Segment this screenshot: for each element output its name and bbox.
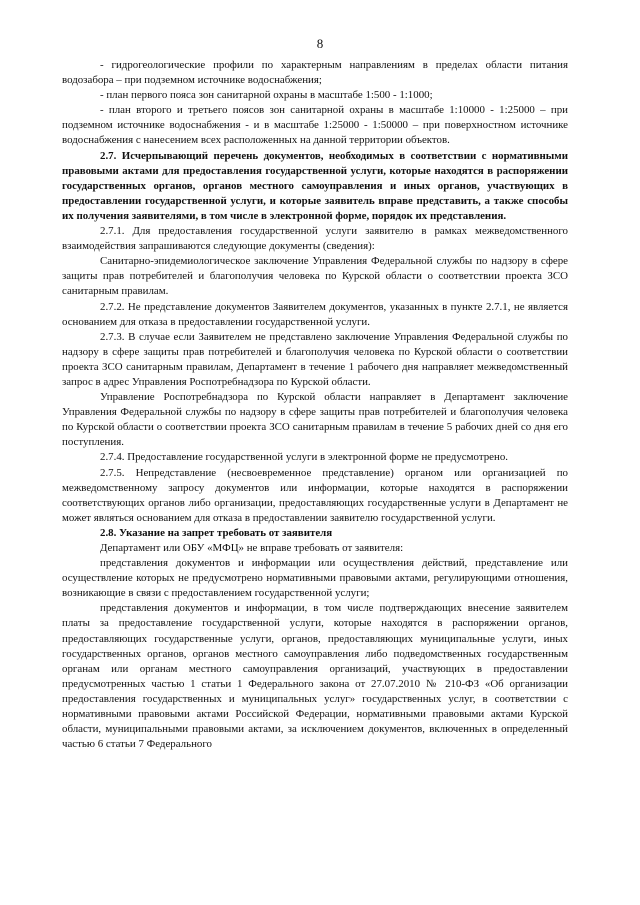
document-body xyxy=(62,58,568,752)
paragraph-documents-actions: представления документов и информации или осуществления действий, представление или осуществление которых не предусмотрено нормативными правовыми актами, регулирующими отношения, возникающие в связи с предоставлением государственной услуги; xyxy=(62,557,568,600)
paragraph-first-belt-plan: - план первого пояса зон санитарной охраны в масштабе 1:500 - 1:1000; xyxy=(100,89,433,102)
paragraph-2-7-3: 2.7.3. В случае если Заявителем не представлено заключение Управления Федеральной службы по надзору в сфере защиты прав потребителей и благополучия человека по Курской области о соответствии проекта ЗСО санитарным правилам, Департамент в течение 1 рабочего дня направляет межведомственный запрос в адрес Управления Роспотребнадзора по Курской области. xyxy=(62,330,568,388)
section-heading-2-7: 2.7. Исчерпывающий перечень документов, необходимых в соответствии с нормативными правовыми актами для предоставления государственной услуги, которые находятся в распоряжении государственных органов, органов местного самоуправления и иных органов, участвующих в предоставлении государственной услуги, и которые заявитель вправе представить, а также способы их получения заявителями, в том числе в электронной форме, порядок их представления. xyxy=(62,149,568,222)
paragraph-documents-information: представления документов и информации, в том числе подтверждающих внесение заявителем платы за предоставление государственной услуги, которые находятся в распоряжении органов, предоставляющих государственные услуги, органов, предоставляющих муниципальные услуги, иных государственных органов, органов местного самоуправления либо подведомственных государственным органам или органам местного самоуправления организаций, участвующих в предоставлении предусмотренных частью 1 статьи 1 Федерального закона от 27.07.2010 № 210-ФЗ «Об организации предоставления государственных и муниципальных услуг» государственных услуг, в соответствии с нормативными правовыми актами Российской Федерации, нормативными правовыми актами Курской области, муниципальными правовыми актами, за исключением документов, включенных в определенный частью 6 статьи 7 Федерального xyxy=(62,602,568,751)
paragraph-sanitary-conclusion: Санитарно-эпидемиологическое заключение Управления Федеральной службы по надзору в сфере защиты прав потребителей и благополучия человека по Курской области о соответствии проекта ЗСО санитарным правилам. xyxy=(62,255,568,298)
paragraph-2-7-2: 2.7.2. Не представление документов Заявителем документов, указанных в пункте 2.7.1, не является основанием для отказа в предоставлении государственной услуги. xyxy=(62,300,568,328)
paragraph-department-mfc: Департамент или ОБУ «МФЦ» не вправе требовать от заявителя: xyxy=(100,542,404,554)
paragraph-2-7-5: 2.7.5. Непредставление (несвоевременное представление) органом или организацией по межведомственному запросу документов или информации, которые находятся в распоряжении соответствующих органов либо организации, предоставляющих государственные услуги в Департамент не может являться основанием для отказа в предоставлении заявителю государственной услуги. xyxy=(62,466,568,524)
page-number: 8 xyxy=(316,36,324,51)
paragraph-hydro-profiles: - гидрогеологические профили по характерным направлениям в пределах области питания водозабора – при подземном источнике водоснабжения; xyxy=(62,59,568,87)
section-heading-2-8: 2.8. Указание на запрет требовать от заявителя xyxy=(100,526,333,539)
paragraph-2-7-1: 2.7.1. Для предоставления государственной услуги заявителю в рамках межведомственного взаимодействия запрашиваются следующие документы (сведения): xyxy=(62,225,568,253)
paragraph-second-third-belt-plan: - план второго и третьего поясов зон санитарной охраны в масштабе 1:10000 - 1:25000 – при подземном источнике водоснабжения - и в масштабе 1:25000 - 1:50000 – при поверхностном источнике водоснабжения с нанесением всех расположенных на данной территории объектов. xyxy=(62,104,568,147)
paragraph-2-7-4: 2.7.4. Предоставление государственной услуги в электронной форме не предусмотрено. xyxy=(100,451,508,464)
paragraph-rospotrebnadzor: Управление Роспотребнадзора по Курской области направляет в Департамент заключение Управления Федеральной службы по надзору в сфере защиты прав потребителей и благополучия человека по Курской области о соответствии проекта ЗСО санитарным правилам в течение 5 рабочих дней со дня его поступления. xyxy=(62,391,568,449)
